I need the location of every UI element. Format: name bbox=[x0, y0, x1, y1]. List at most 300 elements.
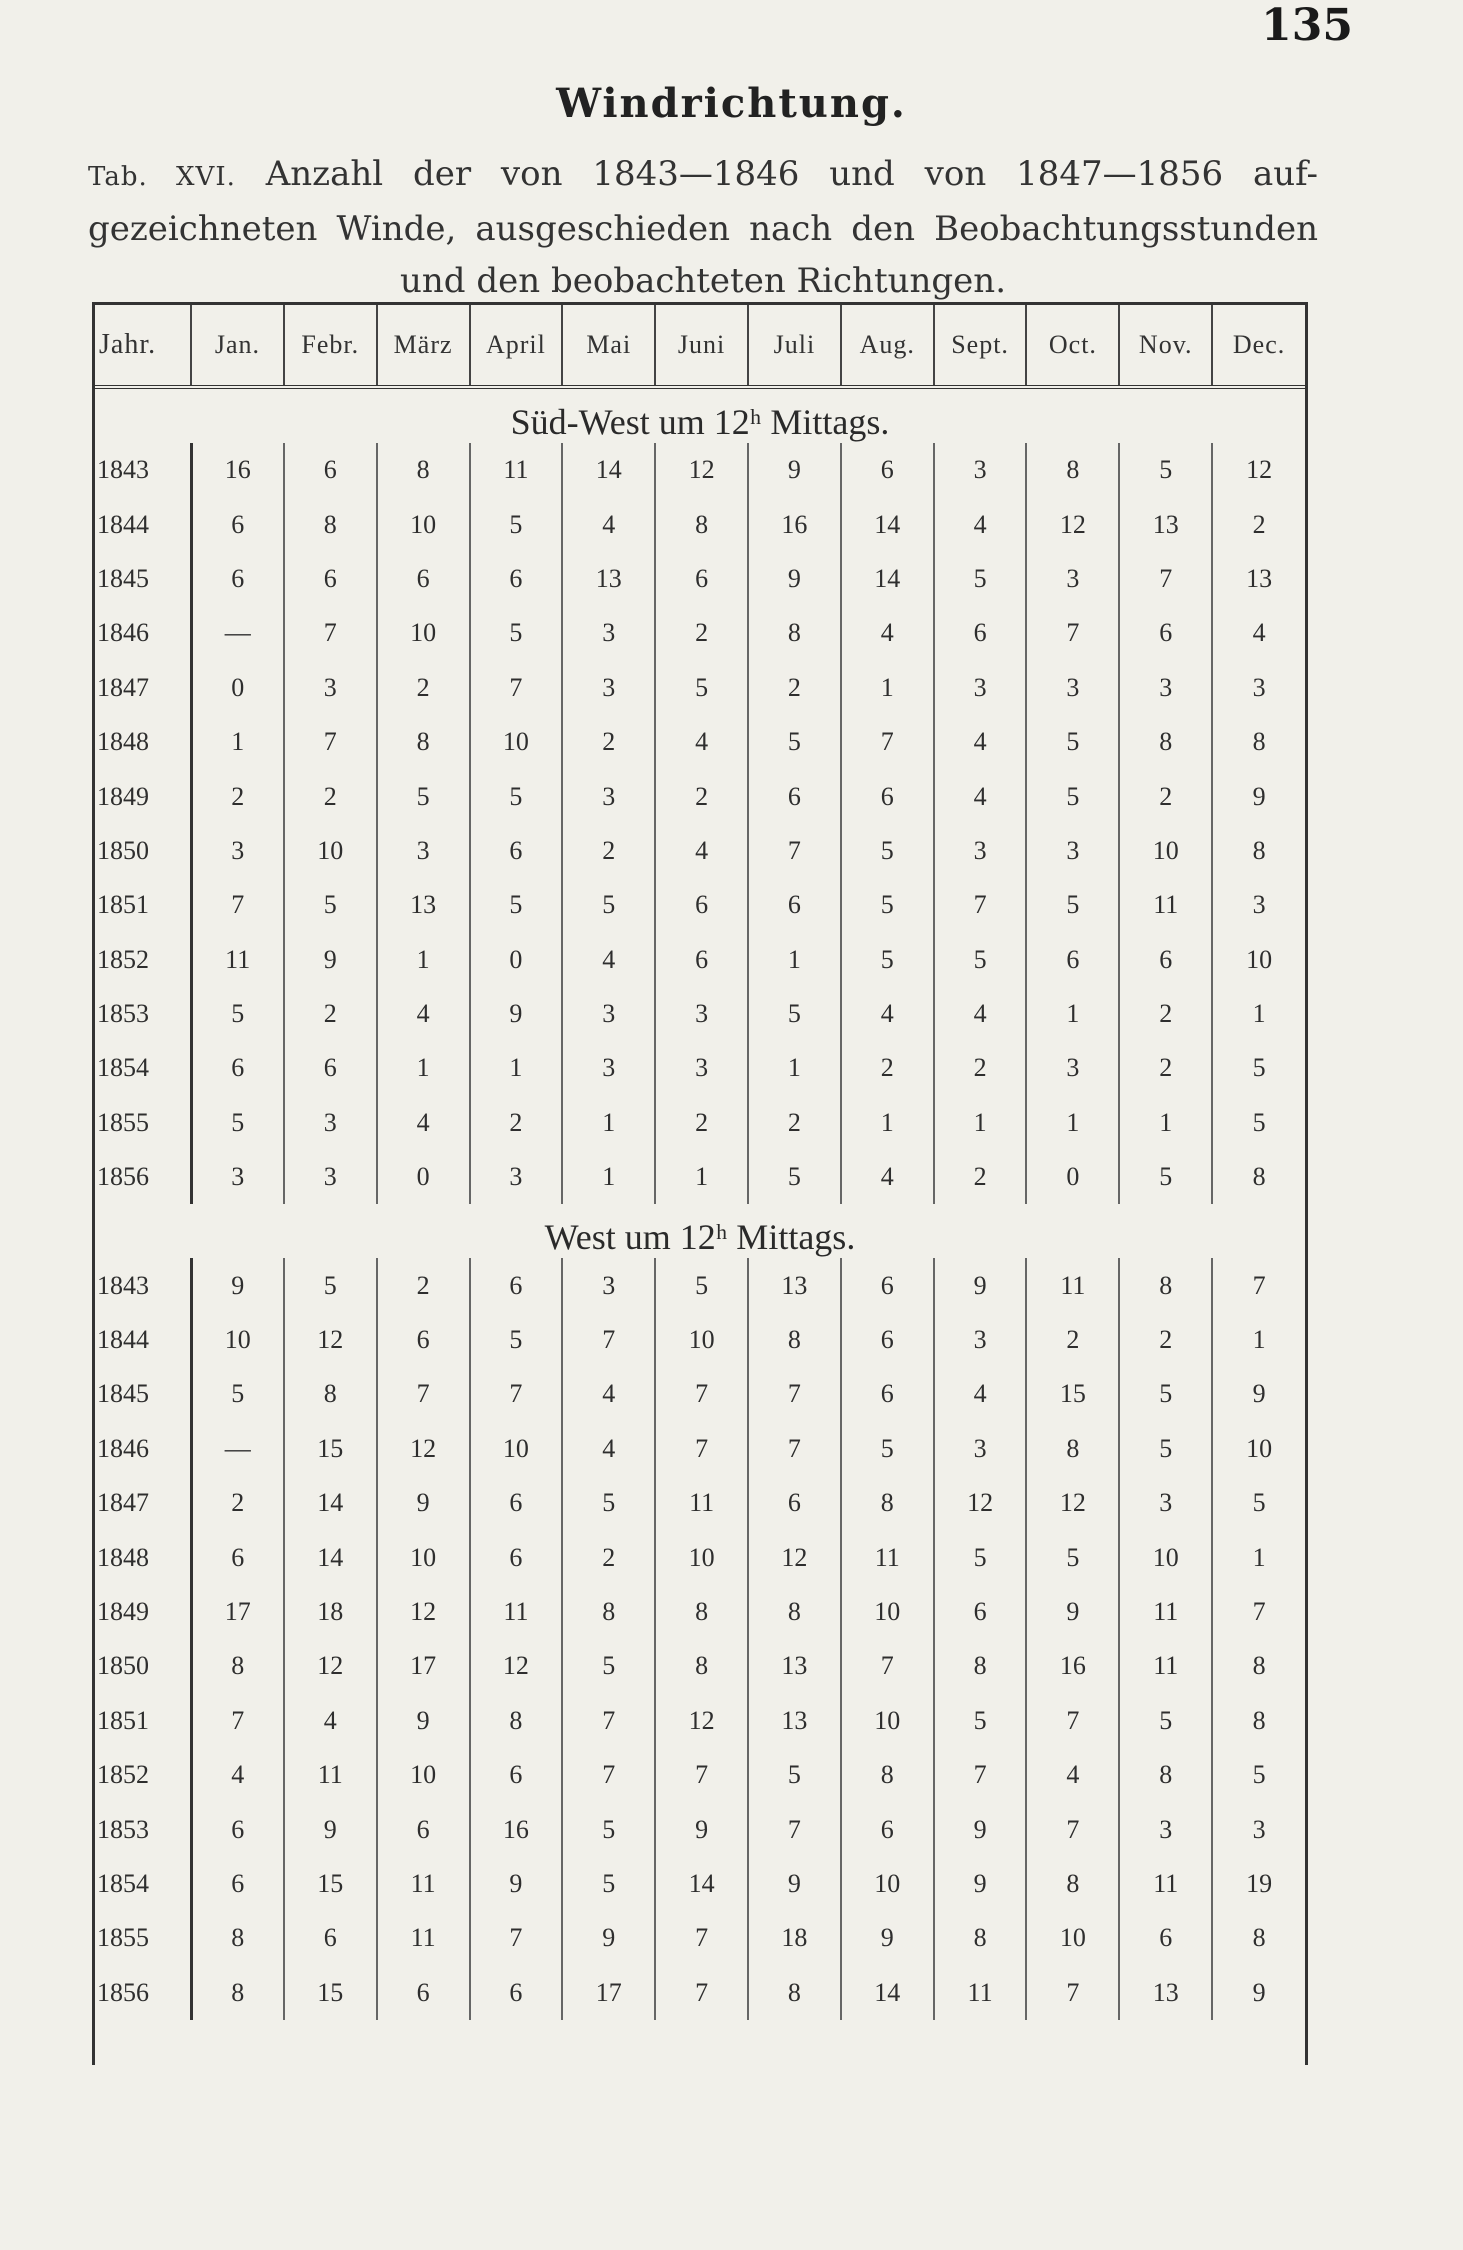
count-cell: 3 bbox=[655, 987, 748, 1041]
count-cell: 11 bbox=[1119, 1585, 1212, 1639]
count-cell: 6 bbox=[655, 552, 748, 606]
count-cell: 2 bbox=[655, 1096, 748, 1150]
count-cell: 13 bbox=[1119, 1966, 1212, 2020]
count-cell: 2 bbox=[934, 1041, 1027, 1095]
count-cell: 12 bbox=[284, 1313, 377, 1367]
table-row bbox=[95, 606, 1305, 660]
count-cell: 6 bbox=[841, 1802, 934, 1856]
table-row bbox=[95, 824, 1305, 878]
count-cell: 9 bbox=[470, 987, 563, 1041]
count-cell: 15 bbox=[284, 1966, 377, 2020]
count-cell: 4 bbox=[562, 933, 655, 987]
year-cell: 1853 bbox=[95, 987, 191, 1041]
count-cell: 7 bbox=[377, 1367, 470, 1421]
count-cell: 7 bbox=[655, 1966, 748, 2020]
count-cell: 6 bbox=[934, 1585, 1027, 1639]
count-cell: 12 bbox=[934, 1476, 1027, 1530]
count-cell: 4 bbox=[934, 769, 1027, 823]
count-cell: 2 bbox=[562, 1530, 655, 1584]
count-cell: 8 bbox=[231, 1651, 245, 1681]
count-cell: 2 bbox=[231, 1488, 245, 1518]
column-header-month: Dec. bbox=[1212, 305, 1305, 387]
count-cell: 8 bbox=[1212, 715, 1305, 769]
count-cell: 3 bbox=[934, 661, 1027, 715]
count-cell: 5 bbox=[841, 878, 934, 932]
table-row bbox=[95, 1802, 1305, 1856]
year-cell: 1845 bbox=[95, 552, 191, 606]
count-cell: 1 bbox=[470, 1041, 563, 1095]
caption-line-2: gezeichneten Winde, ausgeschieden nach den Beobachtungsstunden bbox=[88, 209, 1318, 249]
count-cell: 9 bbox=[231, 1270, 245, 1300]
count-cell: 12 bbox=[655, 443, 748, 497]
count-cell: 10 bbox=[224, 1325, 251, 1355]
count-cell: 2 bbox=[655, 606, 748, 660]
count-cell: 1 bbox=[562, 1096, 655, 1150]
count-cell: 10 bbox=[1212, 1422, 1305, 1476]
count-cell: 11 bbox=[377, 1857, 470, 1911]
table-row bbox=[95, 443, 1305, 497]
count-cell: 0 bbox=[470, 933, 563, 987]
count-cell: 12 bbox=[1212, 443, 1305, 497]
count-cell: 6 bbox=[470, 552, 563, 606]
count-cell: 3 bbox=[470, 1150, 563, 1204]
year-cell: 1854 bbox=[95, 1041, 191, 1095]
count-cell: 13 bbox=[1212, 552, 1305, 606]
count-cell: 6 bbox=[470, 1966, 563, 2020]
count-cell: 8 bbox=[748, 1313, 841, 1367]
count-cell: 5 bbox=[655, 1258, 748, 1312]
count-cell: 7 bbox=[655, 1422, 748, 1476]
count-cell: 7 bbox=[655, 1911, 748, 1965]
count-cell: 7 bbox=[1026, 1694, 1119, 1748]
count-cell: 4 bbox=[562, 1422, 655, 1476]
count-cell: 8 bbox=[934, 1639, 1027, 1693]
count-cell: 3 bbox=[1119, 661, 1212, 715]
count-cell: 5 bbox=[1119, 443, 1212, 497]
count-cell: 3 bbox=[934, 824, 1027, 878]
count-cell: 14 bbox=[562, 443, 655, 497]
count-cell: 11 bbox=[934, 1966, 1027, 2020]
count-cell: 4 bbox=[562, 497, 655, 551]
count-cell: 6 bbox=[231, 1542, 245, 1572]
count-cell: 5 bbox=[377, 769, 470, 823]
count-cell: 6 bbox=[284, 1911, 377, 1965]
count-cell: 4 bbox=[284, 1694, 377, 1748]
count-cell: 3 bbox=[1026, 1041, 1119, 1095]
count-cell: 16 bbox=[224, 455, 251, 485]
count-cell: 5 bbox=[470, 497, 563, 551]
count-cell: 4 bbox=[377, 1096, 470, 1150]
count-cell: 9 bbox=[1026, 1585, 1119, 1639]
count-cell: — bbox=[224, 1433, 251, 1463]
count-cell: 5 bbox=[1119, 1367, 1212, 1421]
count-cell: 10 bbox=[377, 606, 470, 660]
count-cell: 11 bbox=[377, 1911, 470, 1965]
year-cell: 1844 bbox=[95, 497, 191, 551]
count-cell: 6 bbox=[284, 1041, 377, 1095]
count-cell: 8 bbox=[377, 715, 470, 769]
count-cell: 6 bbox=[284, 443, 377, 497]
count-cell: 6 bbox=[377, 552, 470, 606]
count-cell: 8 bbox=[655, 1639, 748, 1693]
count-cell: 3 bbox=[1026, 552, 1119, 606]
count-cell: 10 bbox=[841, 1857, 934, 1911]
year-cell: 1846 bbox=[95, 606, 191, 660]
count-cell: 10 bbox=[841, 1585, 934, 1639]
section-heading-row bbox=[95, 1204, 1305, 1258]
section-heading-row bbox=[95, 387, 1305, 443]
count-cell: 1 bbox=[231, 727, 245, 757]
count-cell: 9 bbox=[377, 1476, 470, 1530]
count-cell: 8 bbox=[1212, 1639, 1305, 1693]
count-cell: 4 bbox=[841, 606, 934, 660]
count-cell: 8 bbox=[231, 1977, 245, 2007]
count-cell: 3 bbox=[562, 1258, 655, 1312]
count-cell: 6 bbox=[841, 1313, 934, 1367]
count-cell: 13 bbox=[562, 552, 655, 606]
count-cell: 9 bbox=[1212, 769, 1305, 823]
count-cell: 9 bbox=[655, 1802, 748, 1856]
count-cell: 8 bbox=[562, 1585, 655, 1639]
count-cell: 12 bbox=[377, 1585, 470, 1639]
count-cell: 8 bbox=[377, 443, 470, 497]
count-cell: 10 bbox=[377, 1748, 470, 1802]
count-cell: 8 bbox=[655, 497, 748, 551]
count-cell: 14 bbox=[655, 1857, 748, 1911]
count-cell: 5 bbox=[934, 933, 1027, 987]
count-cell: 6 bbox=[841, 1367, 934, 1421]
count-cell: 9 bbox=[284, 1802, 377, 1856]
count-cell: 7 bbox=[1026, 1966, 1119, 2020]
count-cell: 10 bbox=[1119, 824, 1212, 878]
count-cell: 3 bbox=[284, 661, 377, 715]
caption-line-1 bbox=[88, 148, 1318, 203]
count-cell: 11 bbox=[655, 1476, 748, 1530]
count-cell: 1 bbox=[1026, 1096, 1119, 1150]
count-cell: 1 bbox=[841, 661, 934, 715]
count-cell: 5 bbox=[934, 1530, 1027, 1584]
count-cell: 7 bbox=[934, 1748, 1027, 1802]
count-cell: 4 bbox=[841, 1150, 934, 1204]
table-row bbox=[95, 1748, 1305, 1802]
count-cell: 1 bbox=[748, 1041, 841, 1095]
count-cell: 4 bbox=[562, 1367, 655, 1421]
year-cell: 1850 bbox=[95, 1639, 191, 1693]
count-cell: 8 bbox=[841, 1476, 934, 1530]
count-cell: 3 bbox=[562, 769, 655, 823]
count-cell: 7 bbox=[284, 606, 377, 660]
count-cell: 5 bbox=[1212, 1041, 1305, 1095]
count-cell: 3 bbox=[934, 443, 1027, 497]
count-cell: 14 bbox=[841, 552, 934, 606]
table-body bbox=[95, 387, 1305, 2020]
count-cell: 8 bbox=[1212, 1150, 1305, 1204]
year-cell: 1853 bbox=[95, 1802, 191, 1856]
count-cell: 4 bbox=[934, 1367, 1027, 1421]
count-cell: 8 bbox=[748, 1966, 841, 2020]
count-cell: 2 bbox=[1119, 1041, 1212, 1095]
count-cell: 9 bbox=[934, 1857, 1027, 1911]
table-row bbox=[95, 1530, 1305, 1584]
count-cell: 8 bbox=[284, 1367, 377, 1421]
count-cell: 0 bbox=[231, 672, 245, 702]
caption-line-3: und den beobachteten Richtungen. bbox=[399, 261, 1007, 301]
count-cell: 7 bbox=[748, 1367, 841, 1421]
table-row bbox=[95, 1041, 1305, 1095]
count-cell: 17 bbox=[377, 1639, 470, 1693]
count-cell: 1 bbox=[934, 1096, 1027, 1150]
count-cell: 9 bbox=[1212, 1966, 1305, 2020]
count-cell: 12 bbox=[470, 1639, 563, 1693]
count-cell: 12 bbox=[284, 1639, 377, 1693]
count-cell: 3 bbox=[1119, 1476, 1212, 1530]
count-cell: 7 bbox=[470, 1911, 563, 1965]
count-cell: 6 bbox=[655, 878, 748, 932]
count-cell: 11 bbox=[1119, 1639, 1212, 1693]
count-cell: 10 bbox=[1212, 933, 1305, 987]
count-cell: 8 bbox=[655, 1585, 748, 1639]
count-cell: 2 bbox=[748, 661, 841, 715]
count-cell: 12 bbox=[1026, 497, 1119, 551]
count-cell: 14 bbox=[841, 497, 934, 551]
count-cell: 10 bbox=[1119, 1530, 1212, 1584]
count-cell: 7 bbox=[1026, 606, 1119, 660]
count-cell: 5 bbox=[470, 878, 563, 932]
count-cell: 7 bbox=[841, 1639, 934, 1693]
count-cell: 3 bbox=[1026, 661, 1119, 715]
count-cell: 2 bbox=[748, 1096, 841, 1150]
count-cell: 2 bbox=[1026, 1313, 1119, 1367]
count-cell: 7 bbox=[841, 715, 934, 769]
count-cell: 11 bbox=[284, 1748, 377, 1802]
page-number: 135 bbox=[1261, 0, 1353, 51]
count-cell: 14 bbox=[284, 1476, 377, 1530]
count-cell: 5 bbox=[470, 769, 563, 823]
count-cell: 11 bbox=[225, 944, 251, 974]
count-cell: 6 bbox=[841, 443, 934, 497]
count-cell: 7 bbox=[1212, 1258, 1305, 1312]
count-cell: 5 bbox=[562, 1857, 655, 1911]
count-cell: 3 bbox=[284, 1150, 377, 1204]
count-cell: 16 bbox=[1026, 1639, 1119, 1693]
count-cell: 3 bbox=[284, 1096, 377, 1150]
count-cell: 2 bbox=[1119, 1313, 1212, 1367]
count-cell: 4 bbox=[655, 824, 748, 878]
count-cell: 5 bbox=[1026, 1530, 1119, 1584]
count-cell: 19 bbox=[1212, 1857, 1305, 1911]
count-cell: 6 bbox=[934, 606, 1027, 660]
column-header-month: Oct. bbox=[1026, 305, 1119, 387]
column-header-month: Nov. bbox=[1119, 305, 1212, 387]
table-row bbox=[95, 1313, 1305, 1367]
table-row bbox=[95, 497, 1305, 551]
count-cell: 3 bbox=[1212, 878, 1305, 932]
count-cell: 8 bbox=[748, 1585, 841, 1639]
count-cell: 13 bbox=[377, 878, 470, 932]
count-cell: 18 bbox=[284, 1585, 377, 1639]
count-cell: 8 bbox=[1119, 1748, 1212, 1802]
count-cell: 8 bbox=[1212, 824, 1305, 878]
count-cell: 2 bbox=[377, 1258, 470, 1312]
count-cell: 4 bbox=[934, 497, 1027, 551]
count-cell: 5 bbox=[470, 606, 563, 660]
count-cell: 5 bbox=[562, 1802, 655, 1856]
year-cell: 1854 bbox=[95, 1857, 191, 1911]
count-cell: 5 bbox=[284, 878, 377, 932]
count-cell: 3 bbox=[1026, 824, 1119, 878]
count-cell: 6 bbox=[655, 933, 748, 987]
year-cell: 1848 bbox=[95, 1530, 191, 1584]
count-cell: 1 bbox=[841, 1096, 934, 1150]
table-row bbox=[95, 661, 1305, 715]
count-cell: 13 bbox=[1119, 497, 1212, 551]
count-cell: 2 bbox=[841, 1041, 934, 1095]
count-cell: 16 bbox=[470, 1802, 563, 1856]
count-cell: 9 bbox=[934, 1802, 1027, 1856]
year-cell: 1855 bbox=[95, 1911, 191, 1965]
count-cell: 3 bbox=[934, 1422, 1027, 1476]
count-cell: 1 bbox=[1119, 1096, 1212, 1150]
count-cell: 1 bbox=[1212, 1313, 1305, 1367]
count-cell: 4 bbox=[655, 715, 748, 769]
count-cell: 5 bbox=[748, 1150, 841, 1204]
count-cell: 5 bbox=[1212, 1748, 1305, 1802]
count-cell: 5 bbox=[748, 1748, 841, 1802]
table-row bbox=[95, 552, 1305, 606]
count-cell: 7 bbox=[655, 1367, 748, 1421]
count-cell: 5 bbox=[284, 1258, 377, 1312]
page-title: Windrichtung. bbox=[556, 80, 907, 127]
count-cell: 9 bbox=[562, 1911, 655, 1965]
column-header-month: Juli bbox=[748, 305, 841, 387]
count-cell: 14 bbox=[841, 1966, 934, 2020]
year-cell: 1845 bbox=[95, 1367, 191, 1421]
count-cell: 3 bbox=[1212, 661, 1305, 715]
count-cell: 6 bbox=[231, 509, 245, 539]
count-cell: 7 bbox=[562, 1694, 655, 1748]
count-cell: 3 bbox=[231, 1162, 245, 1192]
count-cell: 6 bbox=[470, 1476, 563, 1530]
year-cell: 1852 bbox=[95, 1748, 191, 1802]
table-row bbox=[95, 1367, 1305, 1421]
count-cell: 11 bbox=[1026, 1258, 1119, 1312]
count-cell: 6 bbox=[231, 1814, 245, 1844]
count-cell: 1 bbox=[377, 1041, 470, 1095]
count-cell: 10 bbox=[377, 497, 470, 551]
count-cell: 5 bbox=[1212, 1476, 1305, 1530]
count-cell: 5 bbox=[231, 1107, 245, 1137]
count-cell: 7 bbox=[748, 1802, 841, 1856]
year-cell: 1843 bbox=[95, 1258, 191, 1312]
count-cell: 8 bbox=[1119, 715, 1212, 769]
table-row bbox=[95, 769, 1305, 823]
count-cell: 1 bbox=[562, 1150, 655, 1204]
count-cell: 5 bbox=[841, 824, 934, 878]
count-cell: 1 bbox=[1212, 987, 1305, 1041]
count-cell: 8 bbox=[231, 1923, 245, 1953]
count-cell: 7 bbox=[1212, 1585, 1305, 1639]
count-cell: 4 bbox=[841, 987, 934, 1041]
table-header-row bbox=[95, 305, 1305, 387]
count-cell: 9 bbox=[841, 1911, 934, 1965]
count-cell: 8 bbox=[1026, 443, 1119, 497]
column-header-month: Aug. bbox=[841, 305, 934, 387]
count-cell: 9 bbox=[1212, 1367, 1305, 1421]
count-cell: 7 bbox=[470, 661, 563, 715]
year-cell: 1849 bbox=[95, 1585, 191, 1639]
count-cell: 16 bbox=[748, 497, 841, 551]
count-cell: 6 bbox=[231, 1868, 245, 1898]
table-row bbox=[95, 1476, 1305, 1530]
count-cell: 7 bbox=[748, 1422, 841, 1476]
column-header-month: Febr. bbox=[284, 305, 377, 387]
column-header-month: Juni bbox=[655, 305, 748, 387]
count-cell: 10 bbox=[1026, 1911, 1119, 1965]
count-cell: 2 bbox=[284, 769, 377, 823]
count-cell: 6 bbox=[748, 878, 841, 932]
year-cell: 1843 bbox=[95, 443, 191, 497]
count-cell: 2 bbox=[655, 769, 748, 823]
table-row bbox=[95, 1857, 1305, 1911]
count-cell: 10 bbox=[470, 715, 563, 769]
count-cell: 5 bbox=[934, 1694, 1027, 1748]
count-cell: 4 bbox=[934, 987, 1027, 1041]
count-cell: 6 bbox=[1119, 933, 1212, 987]
count-cell: 5 bbox=[1119, 1694, 1212, 1748]
count-cell: 2 bbox=[562, 824, 655, 878]
count-cell: 4 bbox=[231, 1760, 245, 1790]
count-cell: 9 bbox=[934, 1258, 1027, 1312]
count-cell: 2 bbox=[377, 661, 470, 715]
count-cell: 5 bbox=[1119, 1422, 1212, 1476]
count-cell: 9 bbox=[470, 1857, 563, 1911]
count-cell: 14 bbox=[284, 1530, 377, 1584]
count-cell: 12 bbox=[1026, 1476, 1119, 1530]
count-cell: 3 bbox=[1212, 1802, 1305, 1856]
count-cell: 5 bbox=[655, 661, 748, 715]
table-row bbox=[95, 1911, 1305, 1965]
count-cell: 6 bbox=[231, 1053, 245, 1083]
count-cell: 6 bbox=[1119, 606, 1212, 660]
column-header-month: Mai bbox=[562, 305, 655, 387]
count-cell: 6 bbox=[470, 1530, 563, 1584]
count-cell: 6 bbox=[748, 1476, 841, 1530]
count-cell: 2 bbox=[1212, 497, 1305, 551]
count-cell: 17 bbox=[562, 1966, 655, 2020]
count-cell: 5 bbox=[470, 1313, 563, 1367]
column-header-month: Jan. bbox=[191, 305, 284, 387]
count-cell: 2 bbox=[562, 715, 655, 769]
column-header-month: April bbox=[470, 305, 563, 387]
count-cell: 7 bbox=[231, 1705, 245, 1735]
count-cell: 5 bbox=[1026, 715, 1119, 769]
count-cell: 2 bbox=[470, 1096, 563, 1150]
count-cell: 8 bbox=[748, 606, 841, 660]
year-cell: 1850 bbox=[95, 824, 191, 878]
count-cell: 11 bbox=[470, 1585, 563, 1639]
table-row bbox=[95, 1422, 1305, 1476]
year-cell: 1849 bbox=[95, 769, 191, 823]
count-cell: 13 bbox=[748, 1639, 841, 1693]
count-cell: 2 bbox=[934, 1150, 1027, 1204]
count-cell: 6 bbox=[377, 1966, 470, 2020]
table-row bbox=[95, 1639, 1305, 1693]
count-cell: 3 bbox=[562, 606, 655, 660]
count-cell: 8 bbox=[470, 1694, 563, 1748]
count-cell: 5 bbox=[562, 1476, 655, 1530]
table-row bbox=[95, 1966, 1305, 2020]
column-header-month: März bbox=[377, 305, 470, 387]
